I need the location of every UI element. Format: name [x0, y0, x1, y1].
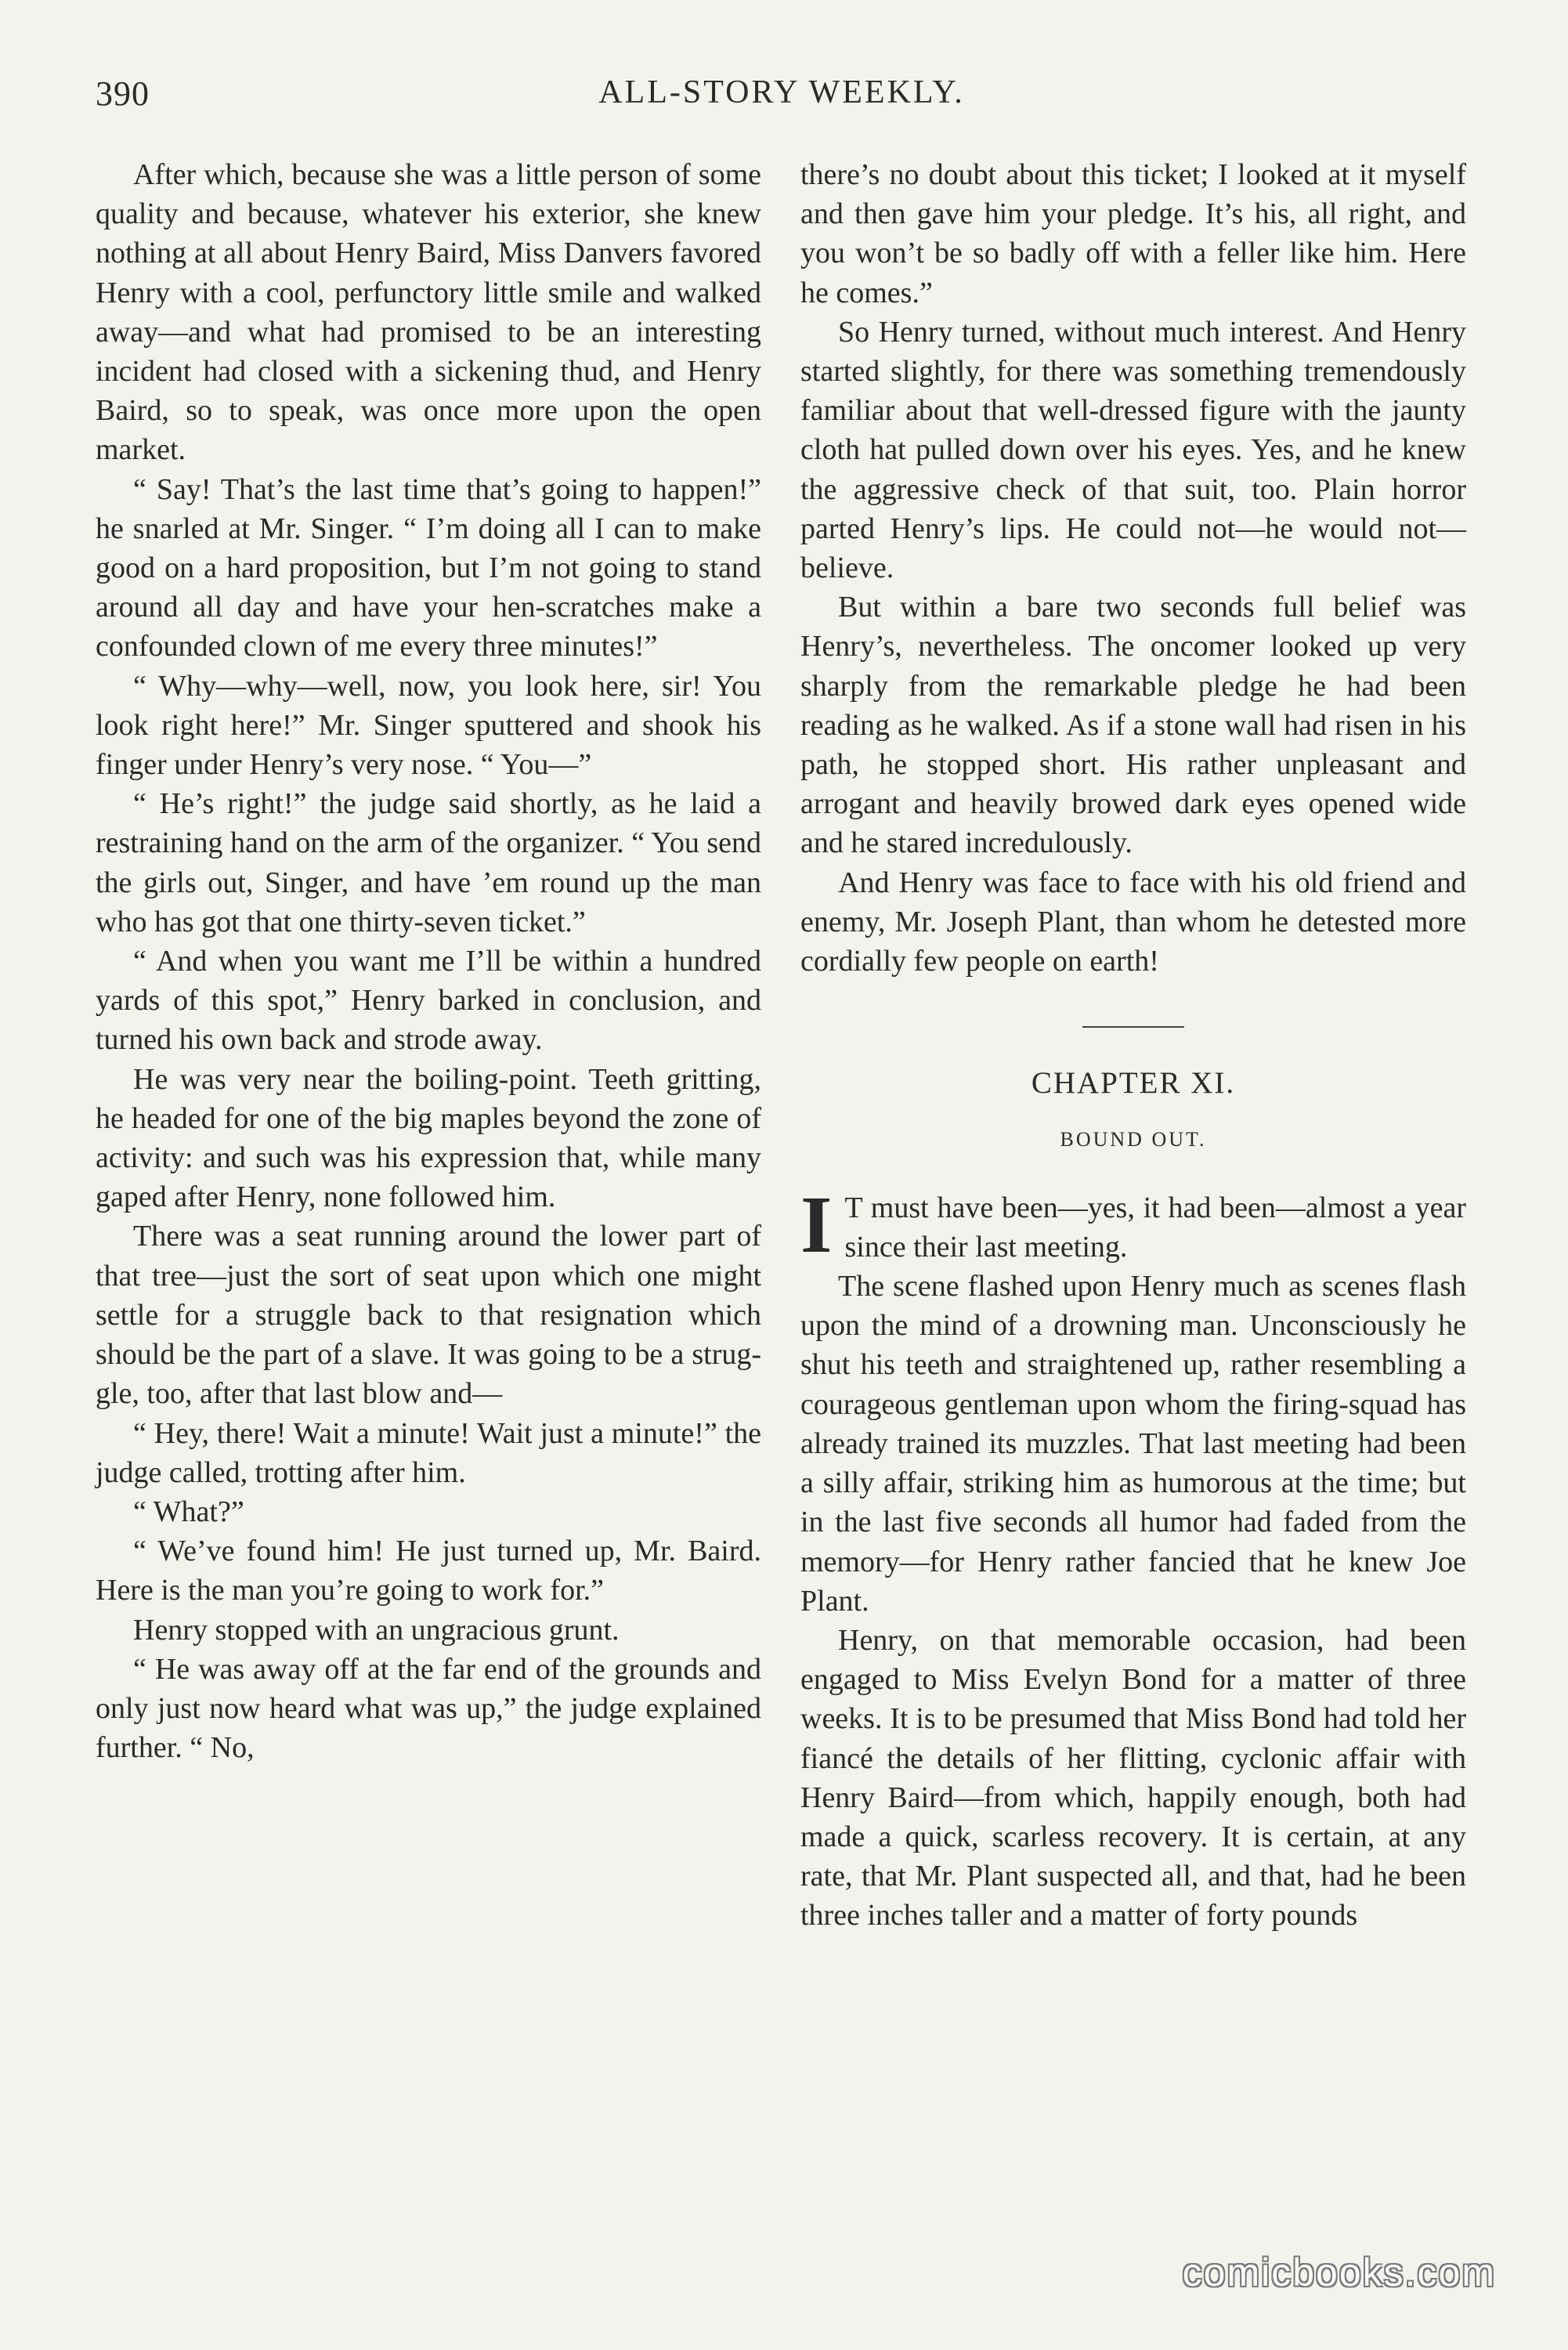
section-divider	[1082, 1026, 1184, 1028]
paragraph: The scene flashed upon Henry much as scenes flash upon the mind of a drowning man. Unconsciously he shut his teeth and straightened up, rather resembling a courageous gentleman upon whom the firing-squad has already trained its muzzles. That last meeting had been a silly affair, striking him as humorous at the time; but in the last five seconds all humor had faded from the memory—for Henry rather fancied that he knew Joe Plant.	[800, 1270, 1466, 1618]
paragraph: And Henry was face to face with his old friend and enemy, Mr. Joseph Plant, than whom he detested more cordially few people on earth!	[800, 866, 1466, 978]
chapter-subtitle: BOUND OUT.	[1060, 1128, 1207, 1152]
page-number: 390	[96, 74, 150, 113]
chapter-opening-paragraph	[800, 1179, 1466, 1270]
left-column	[96, 155, 761, 1767]
paragraph: “ Hey, there! Wait a minute! Wait just a minute!” the judge called, trotting after him.	[96, 1416, 761, 1489]
page-header	[96, 74, 1468, 128]
paragraph: there’s no doubt about this ticket; I looked at it myself and then gave him your pledge. It’s his, all right, and you won’t be so badly off with a feller like him. Here he comes.”	[800, 158, 1466, 309]
opening-text: T must have been—yes, it had been—almost a year since their last meeting.	[844, 1191, 1466, 1264]
drop-cap: I	[800, 1179, 833, 1270]
paragraph: There was a seat running around the lower part of that tree—just the sort of seat upon which one might settle for a struggle back to that resignation which should be the part of a slave. It was going to be a struggle, too, after that last blow and—	[96, 1220, 761, 1411]
paragraph: But within a bare two seconds full belief was Henry’s, nevertheless. The oncomer looked up very sharply from the remarkable pledge he had been reading as he walked. As if a stone wall had risen in his path, he stopped short. His rather unpleasant and arrogant and heavily browed dark eyes opened wide and he stared incredulously.	[800, 591, 1466, 860]
chapter-title: CHAPTER XI.	[1031, 1066, 1236, 1101]
paragraph: “ He was away off at the far end of the grounds and only just now heard what was up,” the judge explained further. “ No,	[96, 1652, 761, 1765]
paragraph: So Henry turned, without much interest. And Henry started slightly, for there was something tremendously familiar about that well-dressed figure with the jaunty cloth hat pulled down over his eyes. Yes, and he knew the aggressive check of that suit, too. Plain horror parted Henry’s lips. He could not—he would not— believe.	[800, 315, 1466, 585]
paragraph: After which, because she was a little person of some quality and because, whatever his exterior, she knew nothing at all about Henry Baird, Miss Danvers favored Henry with a cool, perfunctory little smile and walked away—and what had promised to be an interesting incident had closed with a sickening thud, and Henry Baird, so to speak, was once more upon the open market.	[96, 158, 761, 467]
paragraph: Henry stopped with an ungracious grunt.	[133, 1613, 620, 1647]
paragraph: “ What?”	[133, 1495, 244, 1528]
paragraph: “ We’ve found him! He just turned up, Mr. Baird. Here is the man you’re going to work for.”	[96, 1535, 761, 1607]
paragraph: “ Say! That’s the last time that’s going to happen!” he snarled at Mr. Singer. “ I’m doing all I can to make good on a hard proposition, but I’m not going to stand around all day and have your hen-scratches make a confounded clown of me every three minutes!”	[96, 472, 761, 663]
paragraph: “ Why—why—well, now, you look here, sir! You look right here!” Mr. Singer sputtered and shook his finger under Henry’s very nose. “ You—”	[96, 669, 761, 782]
paragraph: Henry, on that memorable occasion, had been engaged to Miss Evelyn Bond for a matter of three weeks. It is to be presumed that Miss Bond had told her fiancé the details of her flitting, cyclonic affair with Henry Baird—from which, happily enough, both had made a quick, scarless recovery. It is certain, at any rate, that Mr. Plant suspected all, and that, had he been three inches taller and a matter of forty pounds	[800, 1623, 1466, 1932]
watermark-text: comicbooks.com	[1182, 2251, 1496, 2294]
running-title: ALL-STORY WEEKLY.	[598, 74, 965, 110]
paragraph: “ He’s right!” the judge said shortly, as he laid a restraining hand on the arm of the organizer. “ You send the girls out, Singer, and have ’em round up the man who has got that one thirty-seven ticket.”	[96, 787, 761, 938]
paragraph: “ And when you want me I’ll be within a hundred yards of this spot,” Henry barked in conclusion, and turned his own back and strode away.	[96, 945, 761, 1057]
right-column	[800, 155, 1466, 1936]
paragraph: He was very near the boiling-point. Teeth gritting, he headed for one of the big maples beyond the zone of activity: and such was his expression that, while many gaped after Henry, none followed him.	[96, 1062, 761, 1214]
